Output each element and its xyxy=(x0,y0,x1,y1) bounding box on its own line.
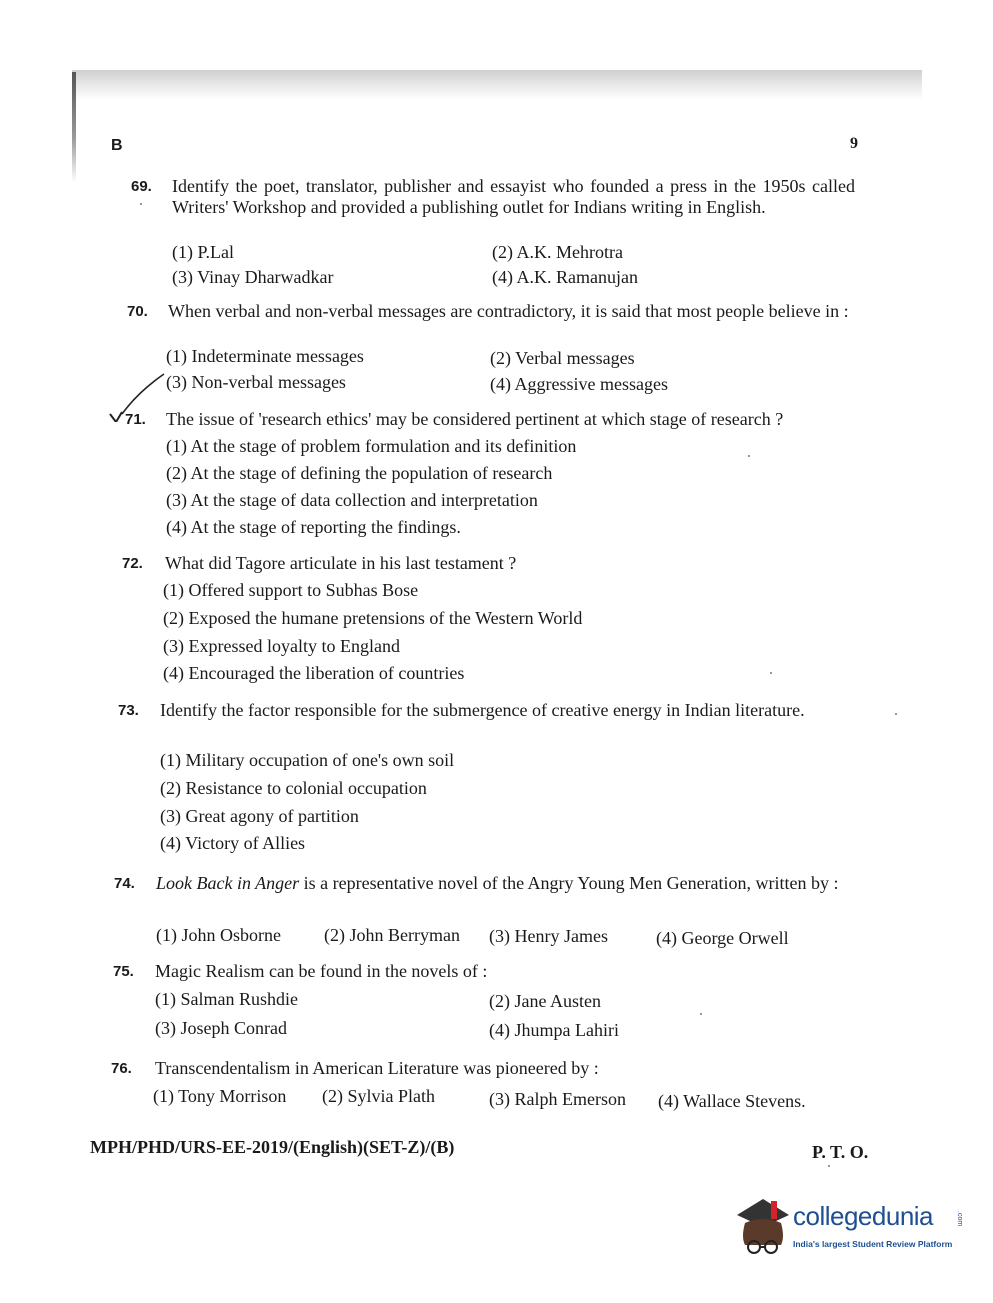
question-number: 74. xyxy=(114,875,135,892)
option-1: (1) Tony Morrison xyxy=(153,1086,287,1106)
page-number: 9 xyxy=(850,135,858,152)
mascot-icon xyxy=(733,1193,793,1259)
exam-code: MPH/PHD/URS-EE-2019/(English)(SET-Z)/(B) xyxy=(90,1137,455,1157)
question-number: 73. xyxy=(118,702,139,719)
question-number: 76. xyxy=(111,1060,132,1077)
collegedunia-logo xyxy=(733,1193,963,1263)
logo-suffix: .com xyxy=(956,1211,963,1227)
question-text: The issue of 'research ethics' may be considered pertinent at which stage of research ? xyxy=(166,409,784,429)
option-2: (2) Exposed the humane pretensions of the Western World xyxy=(163,608,583,628)
question-text: Identify the factor responsible for the submergence of creative energy in Indian literature. xyxy=(160,700,805,720)
logo-name: collegedunia xyxy=(793,1201,934,1231)
novel-title: Look Back in Anger xyxy=(156,873,300,893)
scan-speck xyxy=(895,713,897,715)
scan-shadow-top xyxy=(72,70,922,100)
option-4: (4) At the stage of reporting the findings. xyxy=(166,517,461,537)
scan-speck xyxy=(700,1013,702,1015)
scan-speck xyxy=(770,672,772,674)
question-text-rest: is a representative novel of the Angry Young Men Generation, written by : xyxy=(299,873,839,893)
option-1: (1) P.Lal xyxy=(172,242,234,262)
option-4: (4) Encouraged the liberation of countries xyxy=(163,663,465,683)
option-3: (3) Joseph Conrad xyxy=(155,1018,287,1038)
option-4: (4) A.K. Ramanujan xyxy=(492,267,638,287)
question-number: 69. xyxy=(131,178,152,195)
option-4: (4) Wallace Stevens. xyxy=(658,1091,806,1111)
question-text: Transcendentalism in American Literature was pioneered by : xyxy=(155,1058,599,1078)
scan-speck xyxy=(748,455,750,457)
question-text: Identify the poet, translator, publisher and essayist who founded a press in the 1950s called Writers' Workshop and provided a publishing outlet for Indians writing in English. xyxy=(172,176,855,217)
option-2: (2) John Berryman xyxy=(324,925,460,945)
logo-tagline: India's largest Student Review Platform xyxy=(793,1239,953,1249)
option-4: (4) George Orwell xyxy=(656,928,789,948)
set-letter: B xyxy=(111,137,123,154)
option-1: (1) Salman Rushdie xyxy=(155,989,298,1009)
question-text: When verbal and non-verbal messages are contradictory, it is said that most people believe in : xyxy=(168,301,849,321)
option-1: (1) Indeterminate messages xyxy=(166,346,364,366)
option-1: (1) At the stage of problem formulation and its definition xyxy=(166,436,577,456)
option-3: (3) Ralph Emerson xyxy=(489,1089,626,1109)
option-4: (4) Victory of Allies xyxy=(160,833,306,853)
option-3: (3) Expressed loyalty to England xyxy=(163,636,400,656)
option-3: (3) Henry James xyxy=(489,926,608,946)
option-2: (2) Sylvia Plath xyxy=(322,1086,435,1106)
question-text: What did Tagore articulate in his last testament ? xyxy=(165,553,517,573)
scan-speck xyxy=(140,203,142,205)
option-1: (1) Military occupation of one's own soil xyxy=(160,750,455,770)
question-text: Magic Realism can be found in the novels of : xyxy=(155,961,488,981)
scan-speck xyxy=(828,1165,830,1167)
option-1: (1) John Osborne xyxy=(156,925,281,945)
option-2: (2) Verbal messages xyxy=(490,348,635,368)
option-1: (1) Offered support to Subhas Bose xyxy=(163,580,419,600)
option-3: (3) Great agony of partition xyxy=(160,806,359,826)
option-2: (2) A.K. Mehrotra xyxy=(492,242,623,262)
option-2: (2) Resistance to colonial occupation xyxy=(160,778,427,798)
option-3: (3) Non-verbal messages xyxy=(166,372,346,392)
question-number: 70. xyxy=(127,303,148,320)
option-4: (4) Aggressive messages xyxy=(490,374,668,394)
option-4: (4) Jhumpa Lahiri xyxy=(489,1020,619,1040)
scan-shadow-left xyxy=(72,72,76,182)
question-number: 72. xyxy=(122,555,143,572)
question-text xyxy=(156,873,862,894)
question-number: 75. xyxy=(113,963,134,980)
option-2: (2) Jane Austen xyxy=(489,991,601,1011)
option-3: (3) At the stage of data collection and interpretation xyxy=(166,490,538,510)
page-turn-over: P. T. O. xyxy=(812,1142,869,1162)
option-2: (2) At the stage of defining the population of research xyxy=(166,463,553,483)
question-number: 71. xyxy=(125,411,146,428)
option-3: (3) Vinay Dharwadkar xyxy=(172,267,334,287)
